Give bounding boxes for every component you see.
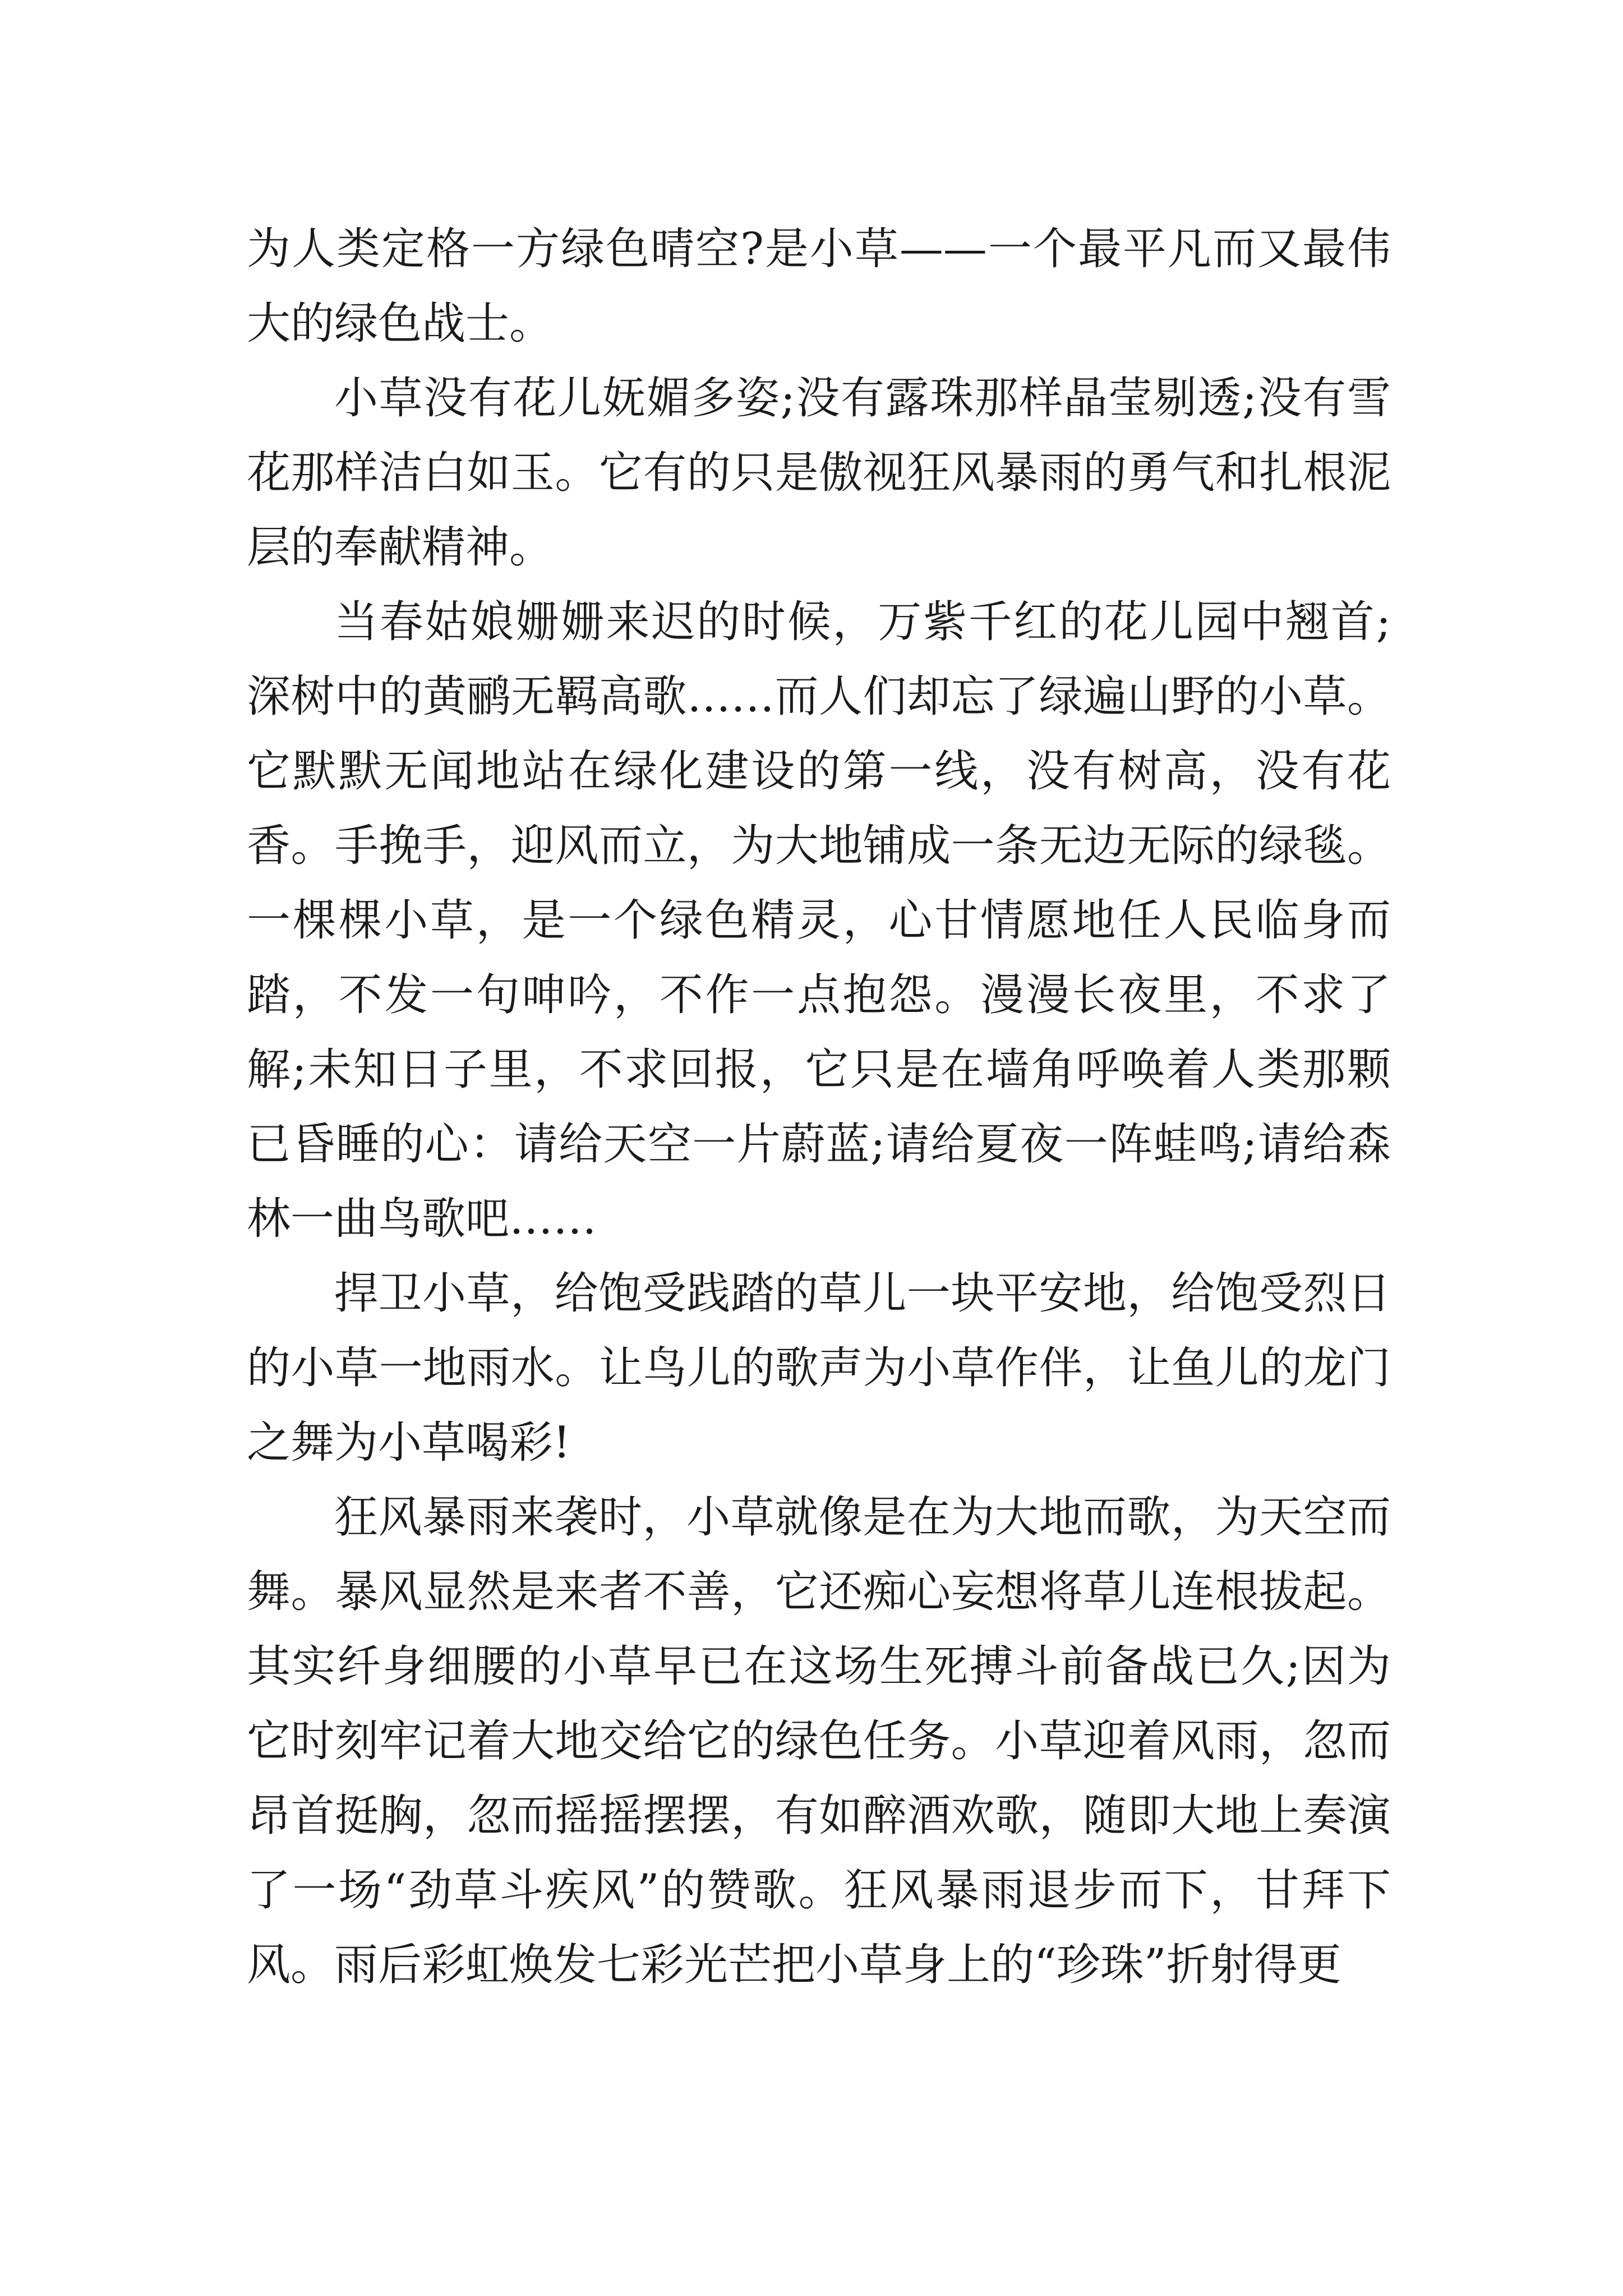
paragraph: 捍卫小草，给饱受践踏的草儿一块平安地，给饱受烈日的小草一地雨水。让鸟儿的歌声为小草作伴，让鱼儿的龙门之舞为小草喝彩! bbox=[247, 1268, 1391, 1468]
paragraph: 小草没有花儿妩媚多姿;没有露珠那样晶莹剔透;没有雪花那样洁白如玉。它有的只是傲视狂风暴雨的勇气和扎根泥层的奉献精神。 bbox=[247, 373, 1391, 573]
paragraph: 狂风暴雨来袭时，小草就像是在为大地而歌，为天空而舞。暴风显然是来者不善，它还痴心妄想将草儿连根拔起。其实纤身细腰的小草早已在这场生死搏斗前备战已久;因为它时刻牢记着大地交给它的绿色任务。小草迎着风雨，忽而昂首挺胸，忽而摇摇摆摆，有如醉酒欢歌，随即大地上奏演了一场“劲草斗疾风”的赞歌。狂风暴雨退步而下，甘拜下风。雨后彩虹焕发七彩光芒把小草身上的“珍珠”折射得更 bbox=[247, 1492, 1391, 1990]
paragraph: 当春姑娘姗姗来迟的时候，万紫千红的花儿园中翘首;深树中的黄鹂无羁高歌……而人们却忘了绿遍山野的小草。它默默无闻地站在绿化建设的第一线，没有树高，没有花香。手挽手，迎风而立，为大地铺成一条无边无际的绿毯。一棵棵小草，是一个绿色精灵，心甘情愿地任人民临身而踏，不发一句呻吟，不作一点抱怨。漫漫长夜里，不求了解;未知日子里，不求回报，它只是在墙角呼唤着人类那颗已昏睡的心：请给天空一片蔚蓝;请给夏夜一阵蛙鸣;请给森林一曲鸟歌吧…… bbox=[247, 597, 1391, 1244]
essay-body bbox=[247, 212, 1391, 2003]
paragraph: 为人类定格一方绿色晴空?是小草——一个最平凡而又最伟大的绿色战士。 bbox=[247, 224, 1391, 349]
